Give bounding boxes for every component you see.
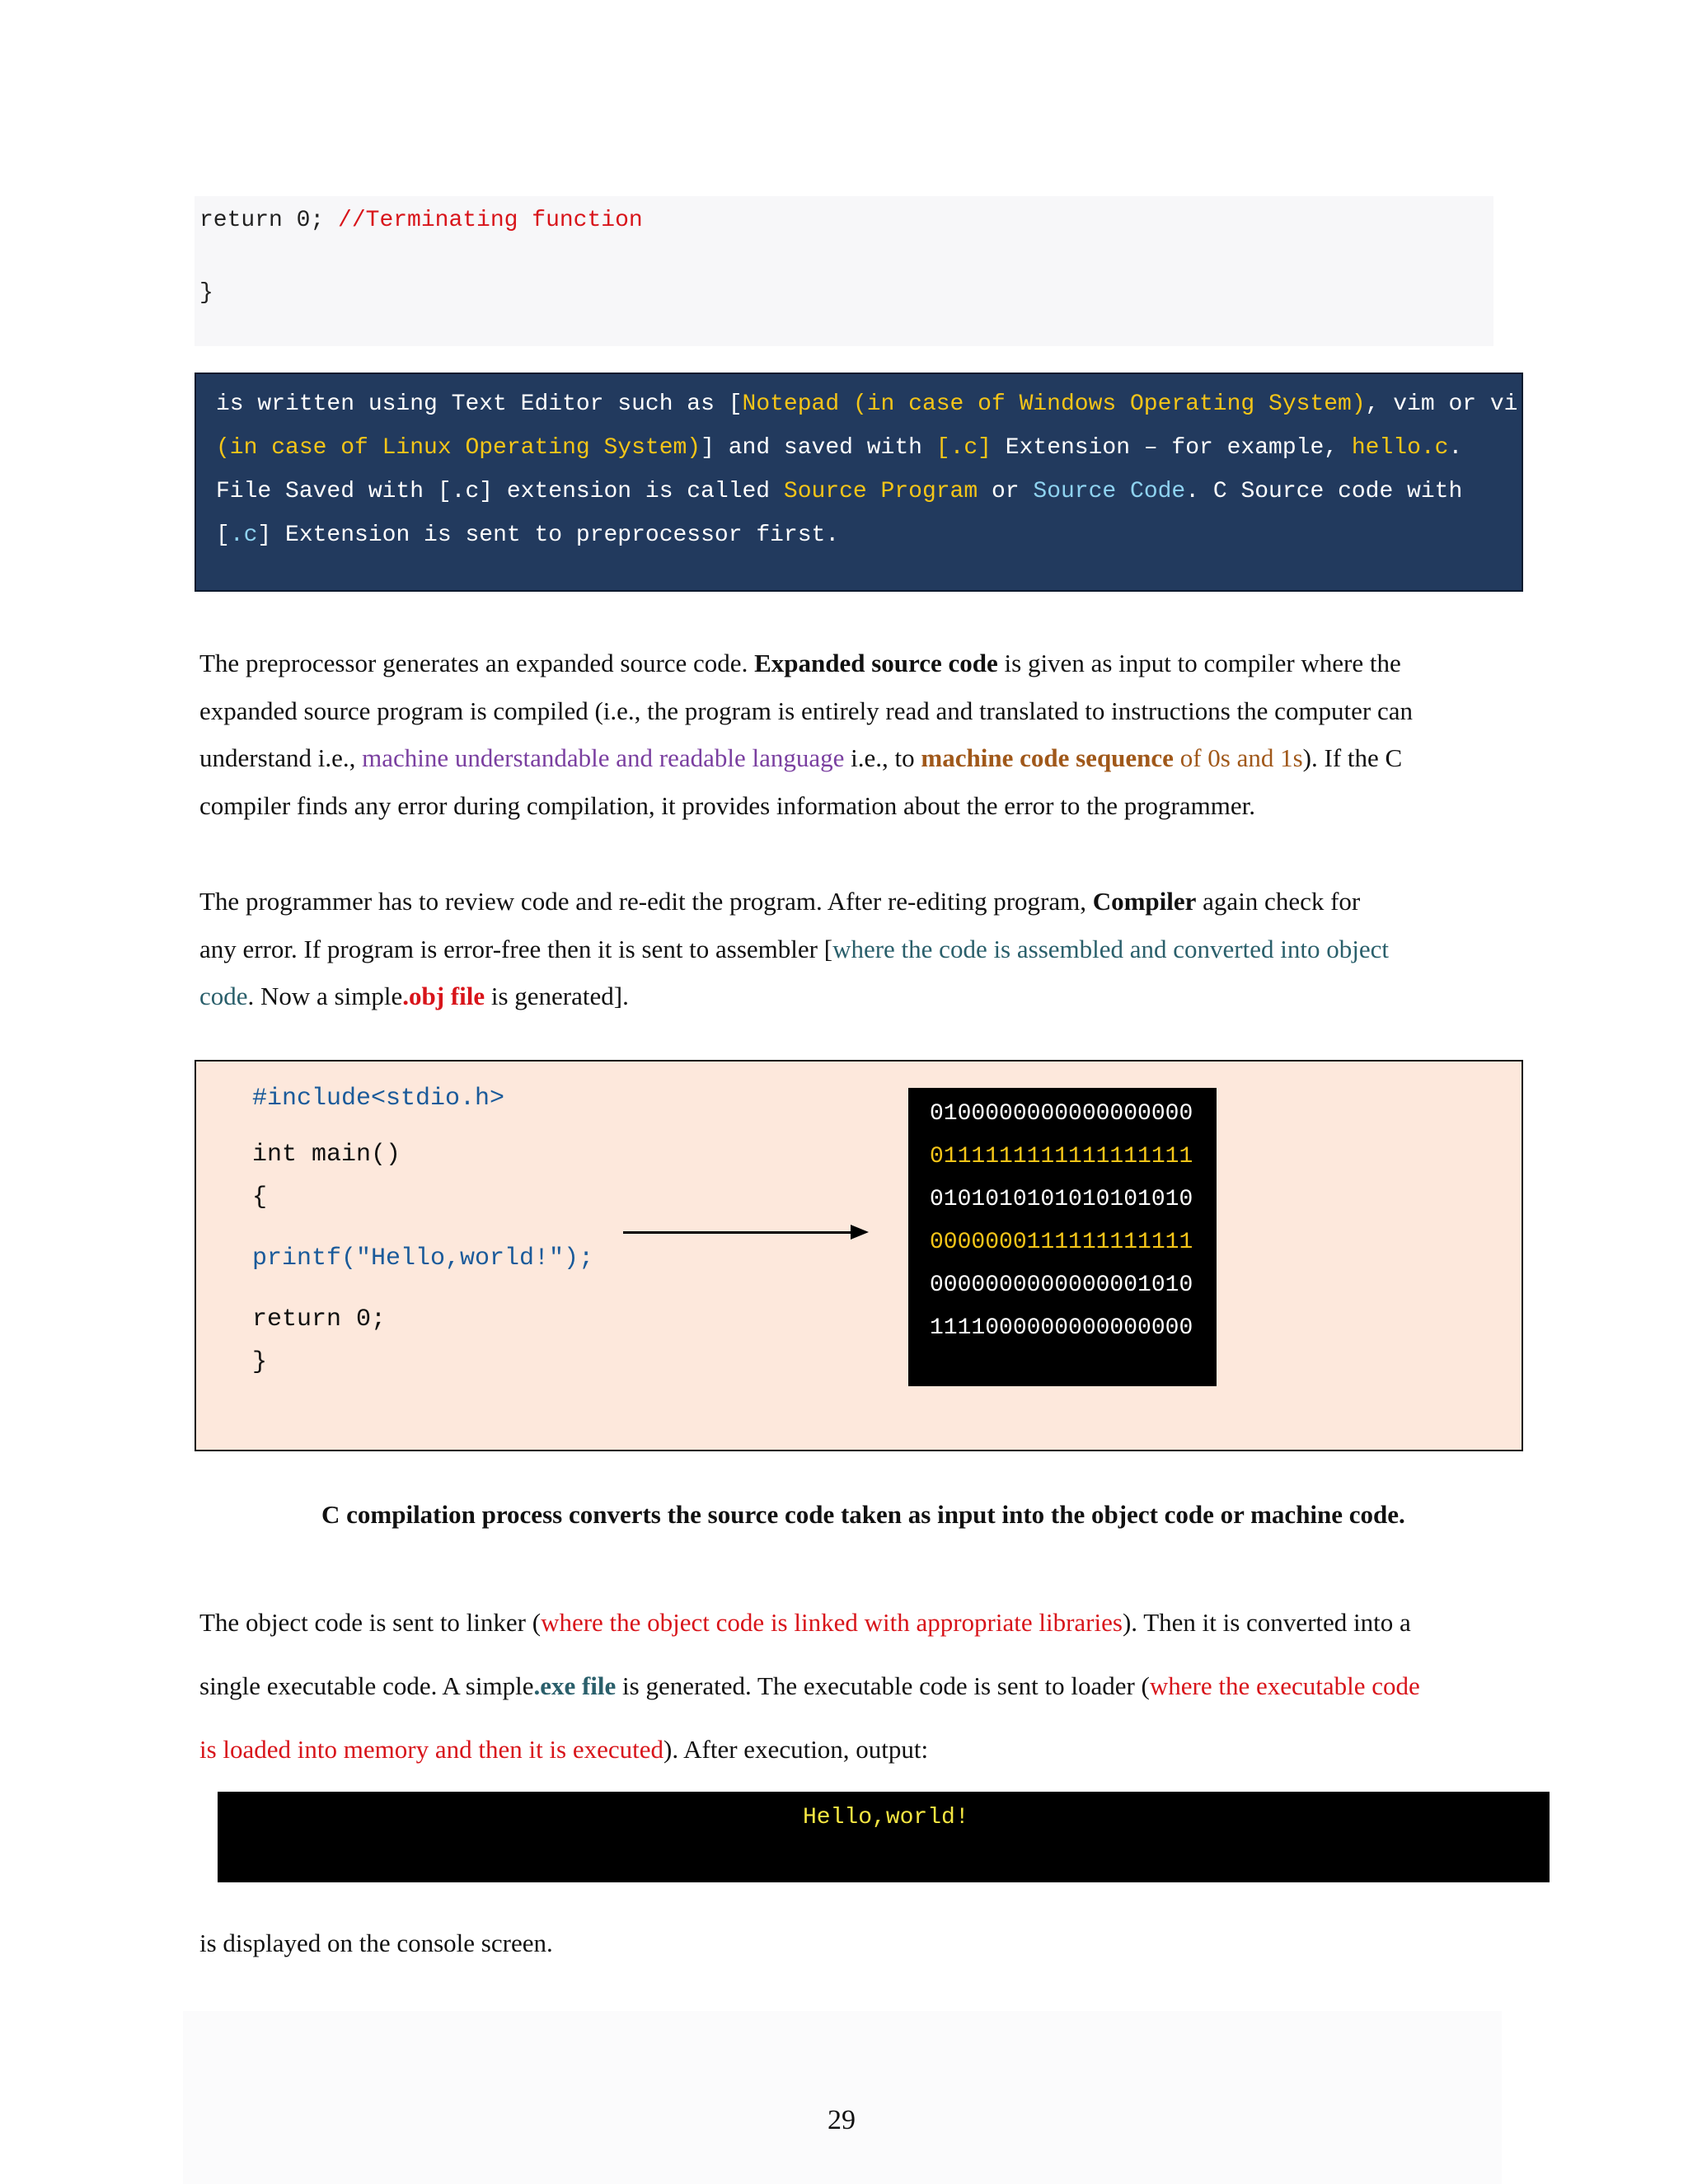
binary-line: 1111000000000000000 xyxy=(930,1315,1193,1341)
page-footer-background xyxy=(183,2011,1502,2184)
console-output-text: Hello,world! xyxy=(803,1805,969,1830)
source-line-main: int main() xyxy=(252,1141,401,1169)
machine-code-box xyxy=(908,1088,1217,1386)
binary-line: 0101010101010101010 xyxy=(930,1187,1193,1212)
code-return-line: return 0; //Terminating function xyxy=(199,208,643,233)
source-line-include: #include<stdio.h> xyxy=(252,1085,505,1113)
info-line-2: (in case of Linux Operating System)] and saved with [.c] Extension – for example, hello.c. xyxy=(216,435,1463,461)
paragraph-linker: The object code is sent to linker (where the object code is linked with appropriate libraries). Then it is converted into a single executable code. A simple.exe file is generated. The executable code is sent to loader (where the executable code is loaded into memory and then it is executed). After execution, output: xyxy=(199,1608,1420,1764)
console-output-box xyxy=(218,1792,1550,1882)
binary-line: 0000000111111111111 xyxy=(930,1230,1193,1255)
paragraph-compiler: The programmer has to review code and re-edit the program. After re-editing program, Compiler again check for any error. If program is error-free then it is sent to assembler [where the code is assembled and converted into object code. Now a simple.obj file is generated]. xyxy=(199,887,1389,1010)
info-line-1: is written using Text Editor such as [Notepad (in case of Windows Operating System), vim or vi xyxy=(216,391,1518,417)
code-fragment xyxy=(195,196,1493,346)
code-closing-brace: } xyxy=(199,280,213,306)
right-arrow-icon xyxy=(623,1231,854,1234)
info-line-3: File Saved with [.c] extension is called Source Program or Source Code. C Source code with xyxy=(216,479,1463,504)
diagram-caption: C compilation process converts the source code taken as input into the object code or machine code. xyxy=(321,1500,1405,1529)
code-comment: //Terminating function xyxy=(338,208,643,233)
source-line-open-brace: { xyxy=(252,1183,268,1212)
binary-line: 0111111111111111111 xyxy=(930,1144,1193,1169)
source-line-return: return 0; xyxy=(252,1305,387,1333)
source-line-close-brace: } xyxy=(252,1348,268,1376)
compilation-diagram xyxy=(195,1060,1523,1451)
info-box xyxy=(195,373,1523,592)
arrow-head-icon xyxy=(851,1225,869,1240)
paragraph-preprocessor: The preprocessor generates an expanded source code. Expanded source code is given as input to compiler where the expanded source program is compiled (i.e., the program is entirely read and translated to instructions the computer can understand i.e., machine understandable and readable language i.e., to machine code sequence of 0s and 1s). If the C compiler finds any error during compilation, it provides information about the error to the programmer. xyxy=(199,649,1414,820)
binary-line: 0000000000000001010 xyxy=(930,1272,1193,1298)
source-line-printf: printf("Hello,world!"); xyxy=(252,1244,594,1272)
page-number: 29 xyxy=(828,2105,856,2135)
binary-line: 0100000000000000000 xyxy=(930,1101,1193,1127)
info-line-4: [.c] Extension is sent to preprocessor first. xyxy=(216,523,840,548)
closing-sentence: is displayed on the console screen. xyxy=(199,1929,553,1957)
